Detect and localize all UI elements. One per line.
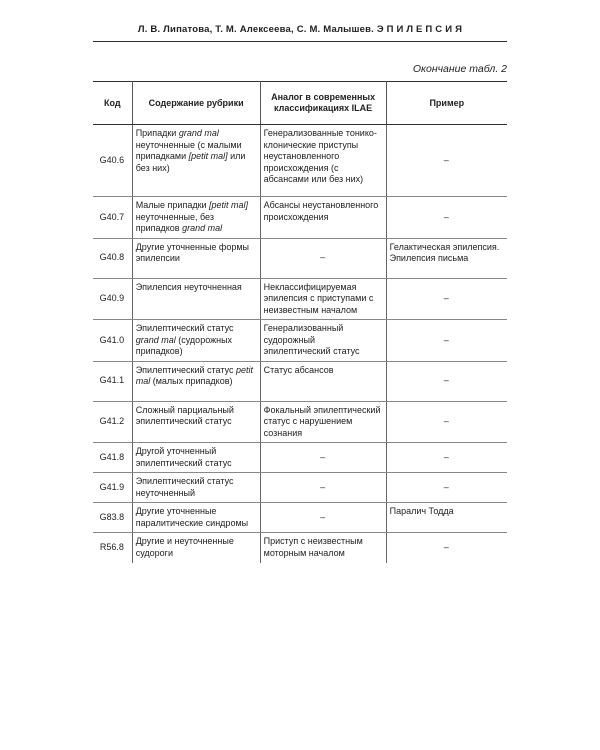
content-text: Другие уточненные паралитические синдромы (135, 506, 249, 528)
cell-ilae: Статус абсансов (260, 361, 386, 401)
header-example: Пример (386, 82, 507, 125)
content-text: Другие уточненные формы эпилепсии (135, 241, 249, 263)
cell-code: G41.2 (93, 401, 132, 443)
cell-code: G41.1 (93, 361, 132, 401)
cell-example: – (386, 197, 507, 239)
cell-code: G40.6 (93, 125, 132, 197)
cell-ilae: – (260, 473, 386, 503)
content-text: (малых припадков) (150, 376, 233, 386)
classification-table (93, 81, 507, 563)
content-text: Другой уточненный эпилептический статус (135, 446, 232, 468)
table-row (93, 401, 507, 443)
content-text: Эпилепсия неуточненная (135, 281, 242, 292)
running-head-rule (93, 41, 507, 42)
cell-example: Паралич Тодда (386, 503, 507, 533)
cell-content (132, 278, 260, 320)
cell-example: – (386, 473, 507, 503)
cell-example: – (386, 533, 507, 563)
content-text: неуточненные (с малыми припадками (135, 139, 242, 161)
cell-ilae: Фокальный эпилептический статус с нарушением сознания (260, 401, 386, 443)
cell-example: – (386, 401, 507, 443)
content-italic-term: petit mal (135, 364, 254, 386)
cell-example: Гелактическая эпилепсия. Эпилепсия письма (386, 238, 507, 278)
content-italic-term: grand mal (178, 128, 219, 138)
cell-example: – (386, 443, 507, 473)
cell-content (132, 473, 260, 503)
cell-content (132, 401, 260, 443)
cell-ilae: Абсансы неустановленного происхождения (260, 197, 386, 239)
table-row (93, 473, 507, 503)
cell-example: – (386, 125, 507, 197)
cell-ilae: – (260, 443, 386, 473)
content-text: Сложный парциальный эпилептический статус (135, 404, 234, 426)
content-italic-term: [petit mal] (209, 200, 249, 210)
content-text: Малые припадки (135, 200, 210, 210)
cell-example: – (386, 278, 507, 320)
cell-code: G41.9 (93, 473, 132, 503)
cell-ilae: – (260, 238, 386, 278)
cell-code: R56.8 (93, 533, 132, 563)
table-row (93, 443, 507, 473)
table-row (93, 533, 507, 563)
table-row (93, 197, 507, 239)
cell-content (132, 125, 260, 197)
running-head: Л. В. Липатова, Т. М. Алексеева, С. М. Малышев. Э П И Л Е П С И Я (137, 24, 463, 35)
header-content: Содержание рубрики (132, 82, 260, 125)
table-row (93, 238, 507, 278)
table-row (93, 125, 507, 197)
table-header-row (93, 82, 507, 125)
content-italic-term: grand mal (182, 223, 223, 233)
cell-code: G41.0 (93, 320, 132, 362)
content-text: Эпилептический статус неуточненный (135, 476, 234, 498)
cell-content (132, 197, 260, 239)
table-row (93, 278, 507, 320)
content-text: Эпилептический статус (135, 364, 236, 375)
table-row (93, 361, 507, 401)
content-text: или без них) (135, 151, 246, 173)
cell-code: G40.8 (93, 238, 132, 278)
cell-code: G83.8 (93, 503, 132, 533)
content-text: Другие и неуточненные судороги (135, 536, 234, 558)
table-row (93, 320, 507, 362)
content-text: неуточненные, без припадков (135, 211, 214, 233)
content-text: Эпилептический статус (135, 323, 234, 333)
content-text: (судорожных припадков) (135, 334, 233, 356)
cell-example: – (386, 320, 507, 362)
cell-example: – (386, 361, 507, 401)
content-italic-term: [petit mal] (188, 151, 228, 161)
cell-ilae: – (260, 503, 386, 533)
content-text: Припадки (135, 128, 179, 138)
header-code: Код (93, 82, 132, 125)
cell-content (132, 361, 260, 401)
cell-code: G40.9 (93, 278, 132, 320)
cell-content (132, 443, 260, 473)
cell-code: G40.7 (93, 197, 132, 239)
cell-code: G41.8 (93, 443, 132, 473)
cell-content (132, 320, 260, 362)
cell-content (132, 533, 260, 563)
cell-ilae: Неклассифицируемая эпилепсия с приступами с неизвестным началом (260, 278, 386, 320)
content-italic-term: grand mal (135, 334, 176, 345)
cell-ilae: Генерализованные тонико-клонические приступы неустановленного происхождения (с абсансами или без них) (260, 125, 386, 197)
cell-ilae: Приступ с неизвестным моторным началом (260, 533, 386, 563)
table-row (93, 503, 507, 533)
table-continuation-label: Окончание табл. 2 (412, 63, 507, 75)
header-ilae: Аналог в современных классификациях ILAE (260, 82, 386, 125)
cell-ilae: Генерализованный судорожный эпилептический статус (260, 320, 386, 362)
cell-content (132, 503, 260, 533)
cell-content (132, 238, 260, 278)
